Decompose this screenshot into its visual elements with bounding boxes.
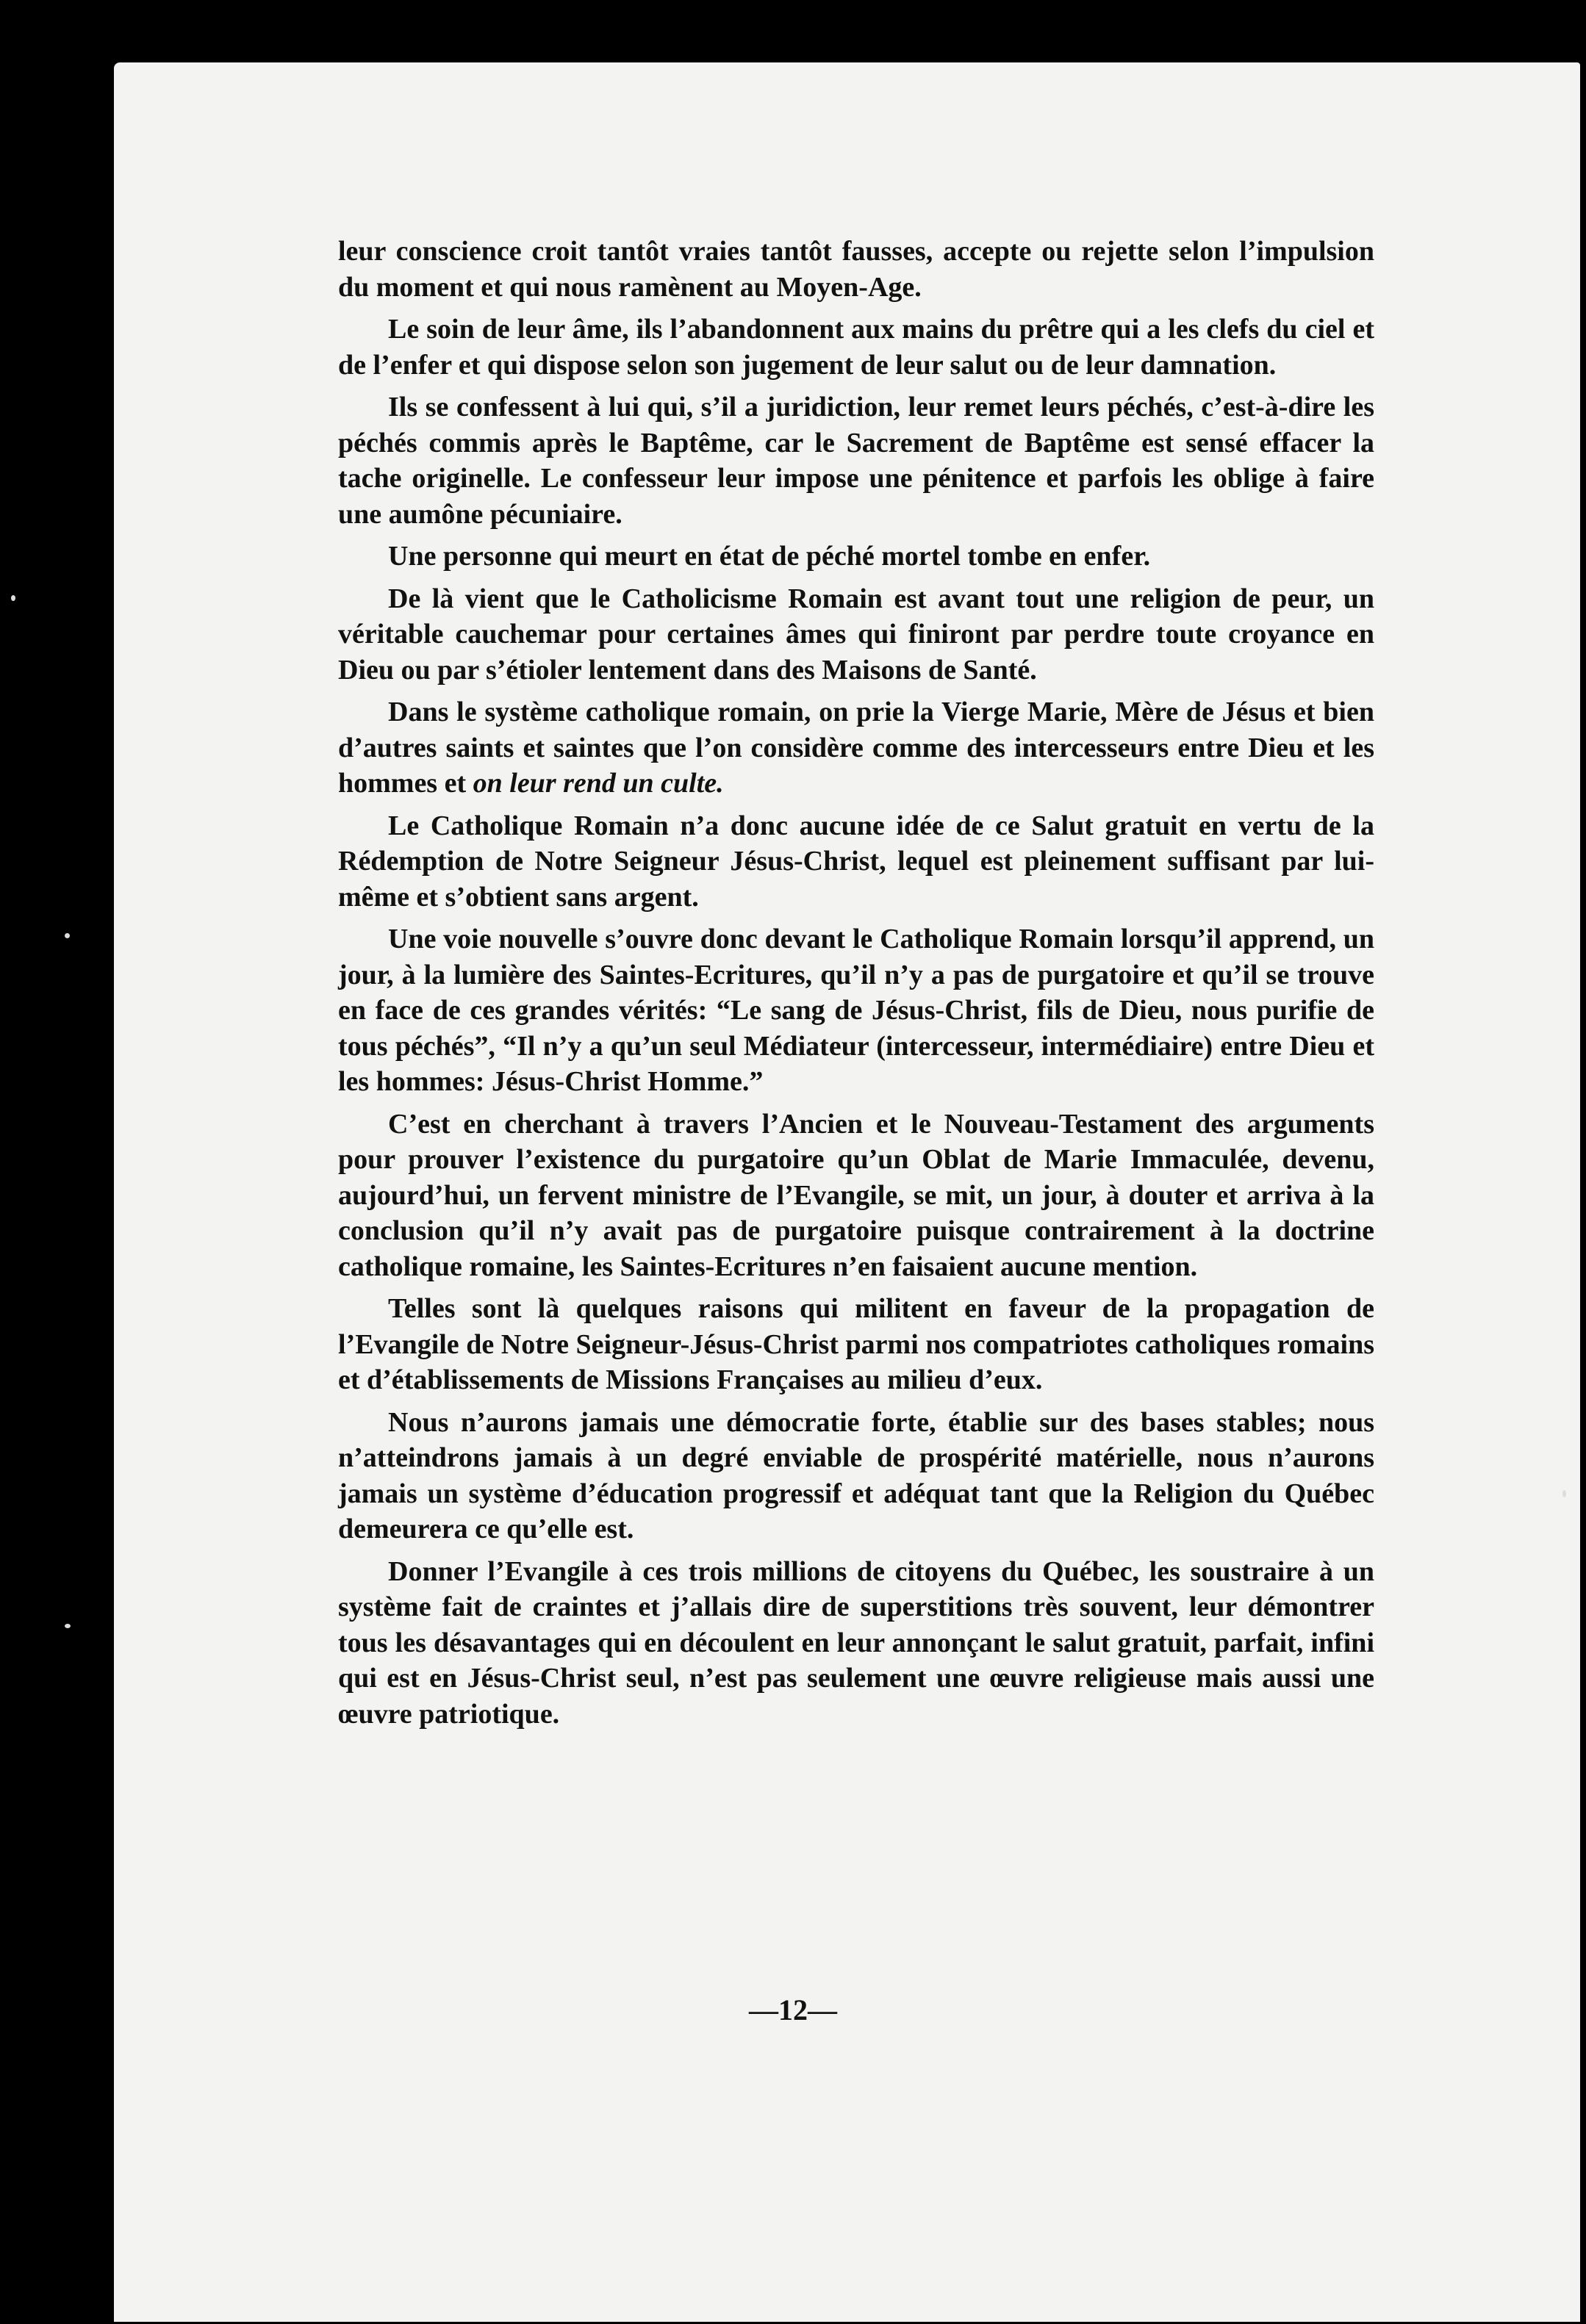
paragraph: [338, 1291, 1374, 1398]
paragraph: [338, 234, 1374, 305]
paragraph-text: Une voie nouvelle s’ouvre donc devant le Catholique Romain lorsqu’il apprend, un jour, à la lumière des Saintes-Ecritures, qu’il n’y a pas de purgatoire et qu’il se trouve en face de ces grandes vérités: “Le sang de Jésus-Christ, fils de Dieu, nous purifie de tous péchés”, “Il n’y a qu’un seul Médiateur (intercesseur, intermédiaire) entre Dieu et les hommes: Jésus-Christ Homme.”: [338, 924, 1374, 1097]
paragraph-text: Telles sont là quelques raisons qui militent en faveur de la propagation de l’Evangile de Notre Seigneur-Jésus-Christ parmi nos compatriotes catholiques romains et d’établissements de Missions Françaises au milieu d’eux.: [338, 1293, 1374, 1395]
page-number: —12—: [749, 1993, 837, 2026]
paragraph-text: De là vient que le Catholicisme Romain est avant tout une religion de peur, un véritable cauchemar pour certaines âmes qui finiront par perdre toute croyance en Dieu ou par s’étioler lentement dans des Maisons de Santé.: [338, 583, 1374, 686]
paragraph-text: Le soin de leur âme, ils l’abandonnent aux mains du prêtre qui a les clefs du ciel et de l’enfer et qui dispose selon son jugement de leur salut ou de leur damnation.: [338, 314, 1374, 381]
body-text: [338, 234, 1374, 1738]
paragraph-text: Le Catholique Romain n’a donc aucune idée de ce Salut gratuit en vertu de la Rédemption de Notre Seigneur Jésus-Christ, lequel est pleinement suffisant par lui-même et s’obtient sans argent.: [338, 810, 1374, 913]
paragraph: [338, 312, 1374, 383]
scan-speck: [65, 933, 70, 938]
paragraph: [338, 1554, 1374, 1733]
paragraph-italic-text: on leur rend un culte.: [473, 768, 724, 799]
paragraph: [338, 1405, 1374, 1547]
paragraph: [338, 581, 1374, 688]
paragraph: [338, 539, 1374, 575]
paragraph: [338, 808, 1374, 915]
paragraph-text: C’est en cherchant à travers l’Ancien et le Nouveau-Testament des arguments pour prouver l’existence du purgatoire qu’un Oblat de Marie Immaculée, devenu, aujourd’hui, un fervent ministre de l’Evangile, se mit, un jour, à douter et arriva à la conclusion qu’il n’y avait pas de purgatoire puisque contrairement à la doctrine catholique romaine, les Saintes-Ecritures n’en faisaient aucune mention.: [338, 1108, 1374, 1282]
paragraph-text: Une personne qui meurt en état de péché mortel tombe en enfer.: [388, 541, 1151, 572]
scan-speck: [1562, 1490, 1566, 1497]
scan-speck: [11, 595, 15, 601]
paragraph-text: Dans le système catholique romain, on prie la Vierge Marie, Mère de Jésus et bien d’autres saints et saintes que l’on considère comme des intercesseurs entre Dieu et les hommes et: [338, 697, 1374, 799]
scan-speck: [65, 1624, 71, 1628]
paragraph-text: leur conscience croit tantôt vraies tantôt fausses, accepte ou rejette selon l’impulsion du moment et qui nous ramènent au Moyen-Age.: [338, 236, 1374, 303]
paragraph: [338, 921, 1374, 1100]
paragraph-text: Donner l’Evangile à ces trois millions de citoyens du Québec, les soustraire à un système fait de craintes et j’allais dire de superstitions très souvent, leur démontrer tous les désavantages qui en découlent en leur annonçant le salut gratuit, parfait, infini qui est en Jésus-Christ seul, n’est pas seulement une œuvre religieuse mais aussi une œuvre patriotique.: [338, 1555, 1374, 1730]
paragraph-text: Ils se confessent à lui qui, s’il a juridiction, leur remet leurs péchés, c’est-à-dire les péchés commis après le Baptême, car le Sacrement de Baptême est sensé effacer la tache originelle. Le confesseur leur impose une pénitence et parfois les oblige à faire une aumône pécuniaire.: [338, 392, 1374, 530]
paragraph: [338, 389, 1374, 532]
paragraph: [338, 694, 1374, 802]
paragraph-text: Nous n’aurons jamais une démocratie forte, établie sur des bases stables; nous n’atteindrons jamais à un degré enviable de prospérité matérielle, nous n’aurons jamais un système d’éducation progressif et adéquat tant que la Religion du Québec demeurera ce qu’elle est.: [338, 1406, 1374, 1544]
paragraph: [338, 1107, 1374, 1285]
